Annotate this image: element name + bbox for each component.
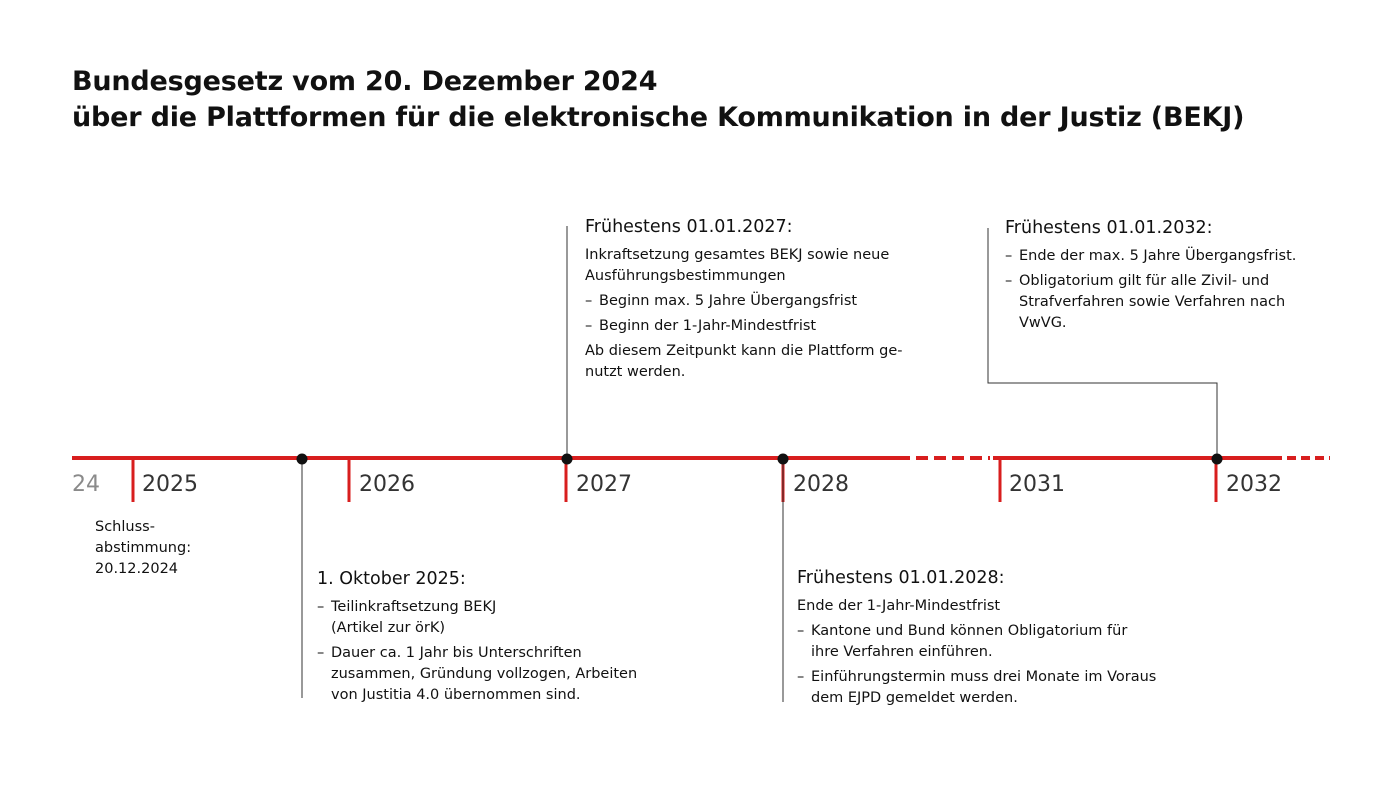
event-jan-2032-item-2: – Obligatorium gilt für alle Zivil- und Strafverfahren sowie Verfahren nach VwVG. — [1005, 271, 1309, 334]
event-jan-2028-item-2: – Einführungstermin muss drei Monate im Voraus dem EJPD gemeldet werden. — [797, 667, 1181, 709]
year-labels — [72, 472, 1282, 497]
title-line-2: über die Plattformen für die elektronische Kommunikation in der Justiz (BEKJ) — [72, 102, 1245, 133]
event-jan-2027-item-1: – Beginn max. 5 Jahre Übergangsfrist — [585, 291, 915, 312]
event-jan-2028-intro: Ende der 1-Jahr-Mindestfrist — [797, 598, 1001, 614]
event-oktober-2025 — [317, 567, 657, 710]
year-label-2028: 2028 — [793, 472, 849, 497]
event-schlussabstimmung — [95, 517, 191, 580]
year-label-24: 24 — [72, 472, 100, 497]
schluss-line-3: 20.12.2024 — [95, 561, 179, 577]
schluss-line-2: abstimmung: — [95, 540, 192, 556]
event-jan-2027-outro: Ab diesem Zeitpunkt kann die Plattform ge-nutzt werden. — [585, 343, 903, 380]
event-jan-2027 — [585, 215, 915, 387]
year-label-2031: 2031 — [1009, 472, 1065, 497]
event-oktober-2025-item-1: – Teilinkraftsetzung BEKJ (Artikel zur örK) — [317, 597, 516, 639]
event-jan-2028 — [797, 566, 1182, 713]
event-dot-jan-2032 — [1212, 454, 1223, 465]
event-oktober-2025-heading: 1. Oktober 2025: — [317, 569, 466, 589]
event-dot-oktober-2025 — [297, 454, 308, 465]
year-label-2032: 2032 — [1226, 472, 1282, 497]
event-jan-2028-item-1: – Kantone und Bund können Obligatorium für ihre Verfahren einführen. — [797, 621, 1151, 663]
event-dot-jan-2027 — [562, 454, 573, 465]
year-label-2025: 2025 — [142, 472, 198, 497]
event-jan-2027-heading: Frühestens 01.01.2027: — [585, 217, 793, 237]
event-jan-2027-item-2: – Beginn der 1-Jahr-Mindestfrist — [585, 316, 915, 337]
event-jan-2027-intro: Inkraftsetzung gesamtes BEKJ sowie neue Ausführungsbestimmungen — [585, 247, 890, 284]
event-jan-2032-item-1: – Ende der max. 5 Jahre Übergangsfrist. — [1005, 246, 1345, 267]
year-label-2027: 2027 — [576, 472, 632, 497]
page-title — [72, 64, 1244, 136]
schluss-line-1: Schluss- — [95, 519, 155, 535]
event-jan-2032-heading: Frühestens 01.01.2032: — [1005, 218, 1213, 238]
event-dot-jan-2028 — [778, 454, 789, 465]
event-jan-2032 — [1005, 216, 1345, 338]
title-line-1: Bundesgesetz vom 20. Dezember 2024 — [72, 66, 658, 97]
event-oktober-2025-item-2: – Dauer ca. 1 Jahr bis Unterschriften zusammen, Gründung vollzogen, Arbeiten von Justitia 4.0 übernommen sind. — [317, 643, 649, 706]
event-jan-2028-heading: Frühestens 01.01.2028: — [797, 568, 1005, 588]
year-label-2026: 2026 — [359, 472, 415, 497]
